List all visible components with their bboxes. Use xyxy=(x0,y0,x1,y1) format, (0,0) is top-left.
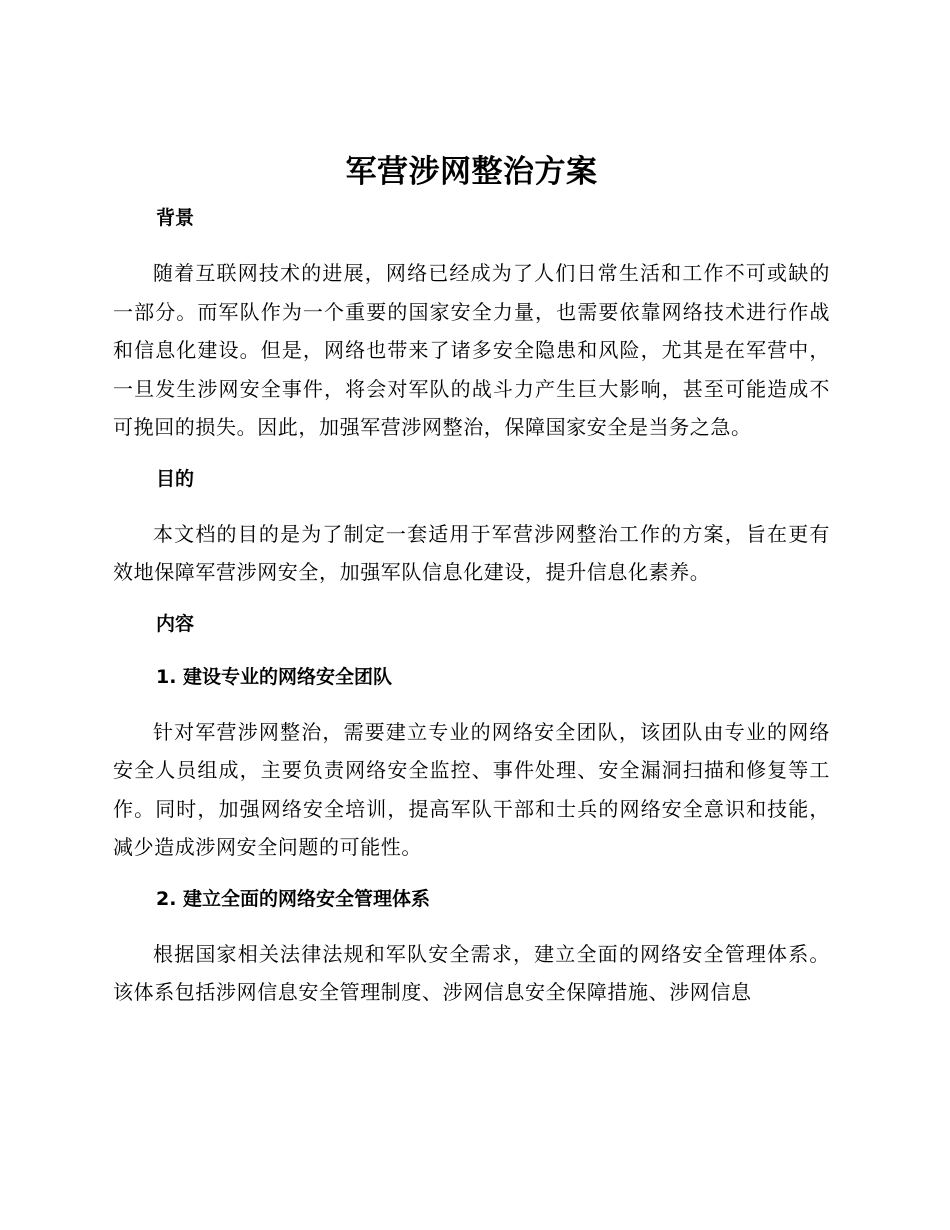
subsection-heading-2: 2. 建立全面的网络安全管理体系 xyxy=(156,887,431,910)
subsection-heading-1: 1. 建设专业的网络安全团队 xyxy=(156,665,393,688)
paragraph-background: 随着互联网技术的进展，网络已经成为了人们日常生活和工作不可或缺的一部分。而军队作为一个重要的国家安全力量，也需要依靠网络技术进行作战和信息化建设。但是，网络也带来了诸多安全隐患和风险，尤其是在军营中，一旦发生涉网安全事件，将会对军队的战斗力产生巨大影响，甚至可能造成不可挽回的损失。因此，加强军营涉网整治，保障国家安全是当务之急。 xyxy=(113,261,830,439)
paragraph-subsection-1: 针对军营涉网整治，需要建立专业的网络安全团队，该团队由专业的网络安全人员组成，主要负责网络安全监控、事件处理、安全漏洞扫描和修复等工作。同时，加强网络安全培训，提高军队干部和士兵的网络安全意识和技能，减少造成涉网安全问题的可能性。 xyxy=(113,719,830,859)
section-heading-purpose: 目的 xyxy=(156,467,195,490)
document-body xyxy=(113,148,830,1012)
document-title: 军营涉网整治方案 xyxy=(345,154,598,190)
paragraph-subsection-2: 根据国家相关法律法规和军队安全需求，建立全面的网络安全管理体系。该体系包括涉网信息安全管理制度、涉网信息安全保障措施、涉网信息 xyxy=(113,941,830,1004)
section-heading-content: 内容 xyxy=(156,612,195,635)
section-heading-background: 背景 xyxy=(156,207,195,229)
paragraph-purpose: 本文档的目的是为了制定一套适用于军营涉网整治工作的方案，旨在更有效地保障军营涉网安全，加强军队信息化建设，提升信息化素养。 xyxy=(113,521,830,584)
